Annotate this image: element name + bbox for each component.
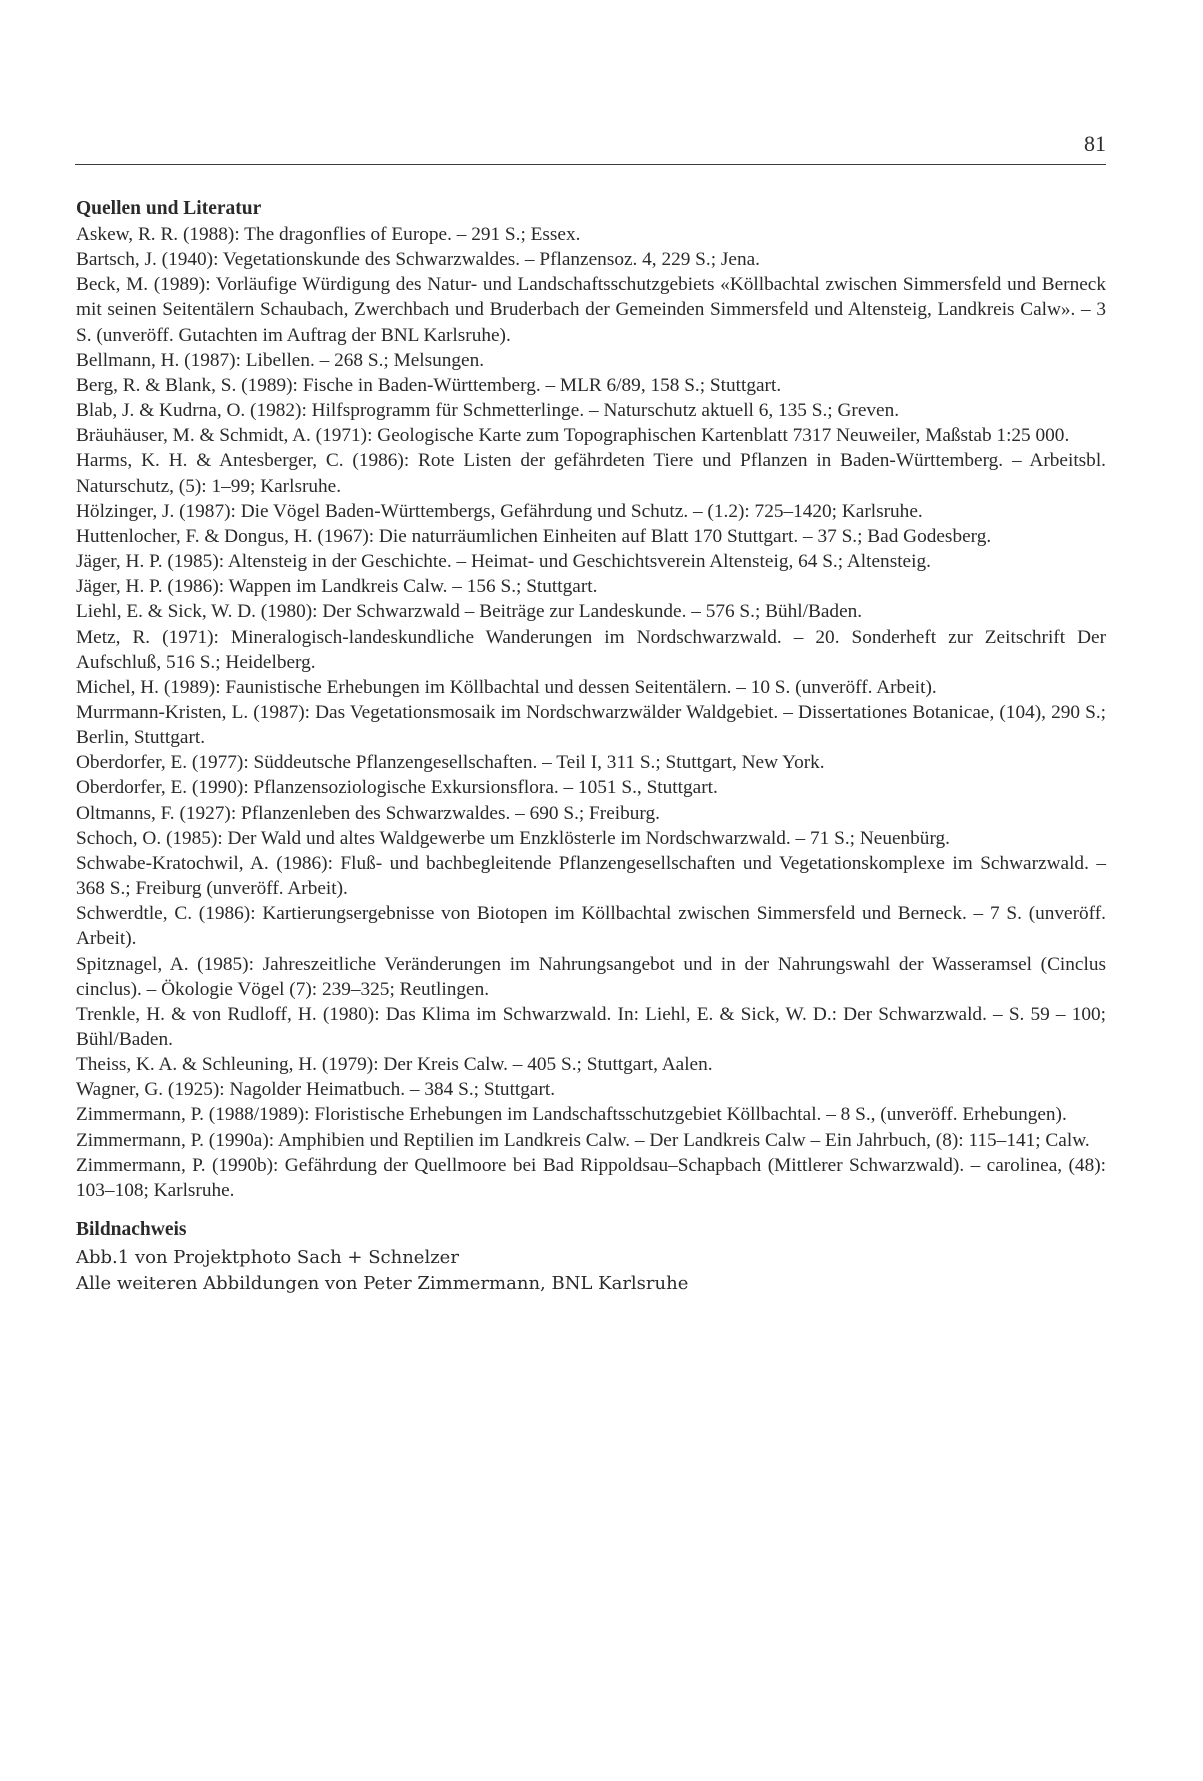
reference-entry: Murrmann-Kristen, L. (1987): Das Vegetationsmosaik im Nordschwarzwälder Waldgebiet. – Dissertationes Botanicae, (104), 290 S.; Berlin, Stuttgart.	[76, 701, 1106, 749]
header-rule	[75, 164, 1106, 165]
image-credit-line: Alle weiteren Abbildungen von Peter Zimmermann, BNL Karlsruhe	[76, 1272, 689, 1294]
reference-entry: Trenkle, H. & von Rudloff, H. (1980): Das Klima im Schwarzwald. In: Liehl, E. & Sick, W. D.: Der Schwarzwald. – S. 59 – 100; Bühl/Baden.	[76, 1003, 1106, 1050]
reference-entry: Oberdorfer, E. (1990): Pflanzensoziologische Exkursionsflora. – 1051 S., Stuttgart.	[76, 777, 718, 799]
image-credit-line: Abb.1 von Projektphoto Sach + Schnelzer	[76, 1247, 459, 1269]
reference-entry: Wagner, G. (1925): Nagolder Heimatbuch. – 384 S.; Stuttgart.	[76, 1079, 556, 1101]
page-content	[76, 196, 1106, 1296]
reference-entry: Theiss, K. A. & Schleuning, H. (1979): Der Kreis Calw. – 405 S.; Stuttgart, Aalen.	[76, 1054, 713, 1076]
reference-entry: Jäger, H. P. (1986): Wappen im Landkreis Calw. – 156 S.; Stuttgart.	[76, 576, 598, 598]
reference-entry: Schwabe-Kratochwil, A. (1986): Fluß- und bachbegleitende Pflanzengesellschaften und Vegetationskomplexe im Schwarzwald. – 368 S.; Freiburg (unveröff. Arbeit).	[76, 852, 1106, 900]
image-credits-heading: Bildnachweis	[76, 1219, 187, 1241]
reference-entry: Metz, R. (1971): Mineralogisch-landeskundliche Wanderungen im Nordschwarzwald. – 20. Sonderheft zur Zeitschrift Der Aufschluß, 516 S.; Heidelberg.	[76, 626, 1106, 673]
reference-entry: Oltmanns, F. (1927): Pflanzenleben des Schwarzwaldes. – 690 S.; Freiburg.	[76, 802, 660, 824]
reference-entry: Askew, R. R. (1988): The dragonflies of Europe. – 291 S.; Essex.	[76, 224, 581, 245]
page-number: 81	[1084, 131, 1106, 156]
reference-entry: Harms, K. H. & Antesberger, C. (1986): Rote Listen der gefährdeten Tiere und Pflanzen in Baden-Württemberg. – Arbeitsbl. Naturschutz, (5): 1–99; Karlsruhe.	[76, 450, 1106, 497]
reference-entry: Bartsch, J. (1940): Vegetationskunde des Schwarzwaldes. – Pflanzensoz. 4, 229 S.; Jena.	[76, 249, 760, 271]
reference-entry: Bellmann, H. (1987): Libellen. – 268 S.; Melsungen.	[76, 349, 485, 371]
reference-entry: Huttenlocher, F. & Dongus, H. (1967): Die naturräumlichen Einheiten auf Blatt 170 Stuttgart. – 37 S.; Bad Godesberg.	[76, 525, 992, 547]
reference-entry: Schwerdtle, C. (1986): Kartierungsergebnisse von Biotopen im Köllbachtal zwischen Simmersfeld und Berneck. – 7 S. (unveröff. Arbeit).	[76, 903, 1106, 950]
reference-entry: Schoch, O. (1985): Der Wald und altes Waldgewerbe um Enzklösterle im Nordschwarzwald. – 71 S.; Neuenbürg.	[76, 827, 950, 849]
references-section	[76, 196, 1106, 1203]
reference-entry: Blab, J. & Kudrna, O. (1982): Hilfsprogramm für Schmetterlinge. – Naturschutz aktuell 6, 135 S.; Greven.	[76, 400, 900, 422]
reference-entry: Oberdorfer, E. (1977): Süddeutsche Pflanzengesellschaften. – Teil I, 311 S.; Stuttgart, New York.	[76, 752, 825, 774]
reference-entry: Bräuhäuser, M. & Schmidt, A. (1971): Geologische Karte zum Topographischen Kartenblatt 7317 Neuweiler, Maßstab 1:25 000.	[76, 425, 1070, 447]
reference-entry: Zimmermann, P. (1990a): Amphibien und Reptilien im Landkreis Calw. – Der Landkreis Calw – Ein Jahrbuch, (8): 115–141; Calw.	[76, 1129, 1090, 1151]
reference-entry: Zimmermann, P. (1988/1989): Floristische Erhebungen im Landschaftsschutzgebiet Köllbachtal. – 8 S., (unveröff. Erhebungen).	[76, 1104, 1067, 1126]
reference-entry: Zimmermann, P. (1990b): Gefährdung der Quellmoore bei Bad Rippoldsau–Schapbach (Mittlerer Schwarzwald). – carolinea, (48): 103–108; Karlsruhe.	[76, 1154, 1106, 1201]
reference-entry: Liehl, E. & Sick, W. D. (1980): Der Schwarzwald – Beiträge zur Landeskunde. – 576 S.; Bühl/Baden.	[76, 601, 863, 623]
reference-entry: Michel, H. (1989): Faunistische Erhebungen im Köllbachtal und dessen Seitentälern. – 10 S. (unveröff. Arbeit).	[76, 676, 937, 698]
image-credits-section	[76, 1217, 1106, 1296]
reference-list	[76, 222, 1106, 1203]
reference-entry: Jäger, H. P. (1985): Altensteig in der Geschichte. – Heimat- und Geschichtsverein Altensteig, 64 S.; Altensteig.	[76, 551, 931, 573]
reference-entry: Spitznagel, A. (1985): Jahreszeitliche Veränderungen im Nahrungsangebot und in der Nahrungswahl der Wasseramsel (Cinclus cinclus). – Ökologie Vögel (7): 239–325; Reutlingen.	[76, 953, 1106, 1000]
reference-entry: Hölzinger, J. (1987): Die Vögel Baden-Württembergs, Gefährdung und Schutz. – (1.2): 725–1420; Karlsruhe.	[76, 500, 923, 522]
references-heading: Quellen und Literatur	[76, 198, 262, 219]
reference-entry: Beck, M. (1989): Vorläufige Würdigung des Natur- und Landschaftsschutzgebiets «Köllbachtal zwischen Simmersfeld und Berneck mit seinen Seitentälern Schaubach, Zwerchbach und Bruderbach der Gemeinden Simmersfeld und Altensteig, Landkreis Calw». – 3 S. (unveröff. Gutachten im Auftrag der BNL Karlsruhe).	[76, 274, 1106, 346]
reference-entry: Berg, R. & Blank, S. (1989): Fische in Baden-Württemberg. – MLR 6/89, 158 S.; Stuttgart.	[76, 374, 782, 396]
